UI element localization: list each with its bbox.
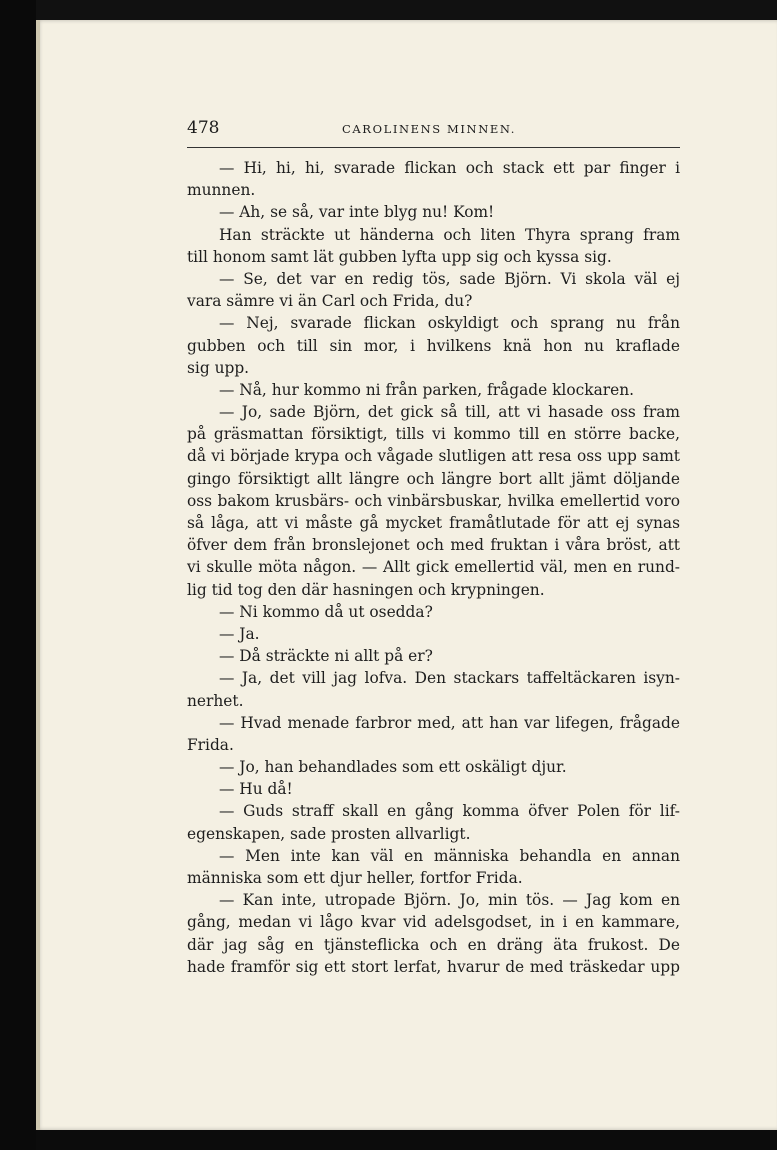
text-line: öfver dem från bronslejonet och med fruktan i våra bröst, att [187,536,680,555]
text-line: där jag såg en tjänsteflicka och en dräng äta frukost. De [187,935,680,954]
text-line: — Guds straff skall en gång komma öfver Polen för lif- [219,802,680,821]
text-line: till honom samt lät gubben lyfta upp sig och kyssa sig. [187,247,612,266]
text-line: — Ni kommo då ut osedda? [219,602,433,621]
text-line: Han sträckte ut händerna och liten Thyra sprang fram [219,225,680,244]
text-line: — Hi, hi, hi, svarade flickan och stack ett par finger i [219,159,680,177]
text-line: — Då sträckte ni allt på er? [219,647,433,666]
text-line: — Jo, sade Björn, det gick så till, att vi hasade oss fram [219,403,680,422]
text-line: — Men inte kan väl en människa behandla en annan [219,846,680,865]
text-line: gingo försiktigt allt längre och längre bort allt jämt döljande [187,469,680,488]
text-line: vi skulle möta någon. — Allt gick emellertid väl, men en rund- [187,558,680,577]
header-rule [187,147,680,148]
scan-left-border [0,0,36,1150]
text-line: då vi började krypa och vågade slutligen att resa oss upp samt [187,447,680,466]
scan-top-border [0,0,777,20]
text-line: oss bakom krusbärs- och vinbärsbuskar, hvilka emellertid voro [187,491,680,510]
text-line: — Hvad menade farbror med, att han var lifegen, frågade [219,713,680,732]
text-line: nerhet. [187,691,244,710]
text-line: — Nej, svarade flickan oskyldigt och sprang nu från [219,314,680,333]
page-number: 478 [187,118,220,138]
text-line: Frida. [187,735,234,754]
text-line: — Ja, det vill jag lofva. Den stackars taffeltäckaren isyn- [219,669,680,688]
text-line: — Jo, han behandlades som ett oskäligt djur. [219,758,567,777]
text-line: så låga, att vi måste gå mycket framåtlutade för att ej synas [187,514,680,532]
body-text [187,157,680,978]
running-title: CAROLINENS MINNEN. [342,122,517,136]
page-gutter-edge [36,20,40,1130]
text-line: — Kan inte, utropade Björn. Jo, min tös. — Jag kom en [219,891,680,910]
text-line: egenskapen, sade prosten allvarligt. [187,824,471,843]
text-line: — Ja. [219,624,260,643]
text-line: — Se, det var en redig tös, sade Björn. Vi skola väl ej [219,269,680,288]
text-line: sig upp. [187,358,250,377]
text-line: vara sämre vi än Carl och Frida, du? [187,292,473,311]
text-line: lig tid tog den där hasningen och krypningen. [187,580,545,599]
text-line: munnen. [187,181,256,200]
page-header [187,118,680,148]
text-line: människa som ett djur heller, fortfor Frida. [187,869,523,887]
text-line: hade framför sig ett stort lerfat, hvarur de med träskedar upp [187,957,680,976]
text-line: — Ah, se så, var inte blyg nu! Kom! [219,203,495,222]
text-line: på gräsmattan försiktigt, tills vi kommo till en större backe, [187,425,680,444]
text-line: gubben och till sin mor, i hvilkens knä hon nu kraflade [187,336,680,355]
text-line: gång, medan vi lågo kvar vid adelsgodset, in i en kammare, [187,913,680,932]
text-line: — Nå, hur kommo ni från parken, frågade klockaren. [219,380,635,399]
text-line: — Hu då! [219,780,293,799]
